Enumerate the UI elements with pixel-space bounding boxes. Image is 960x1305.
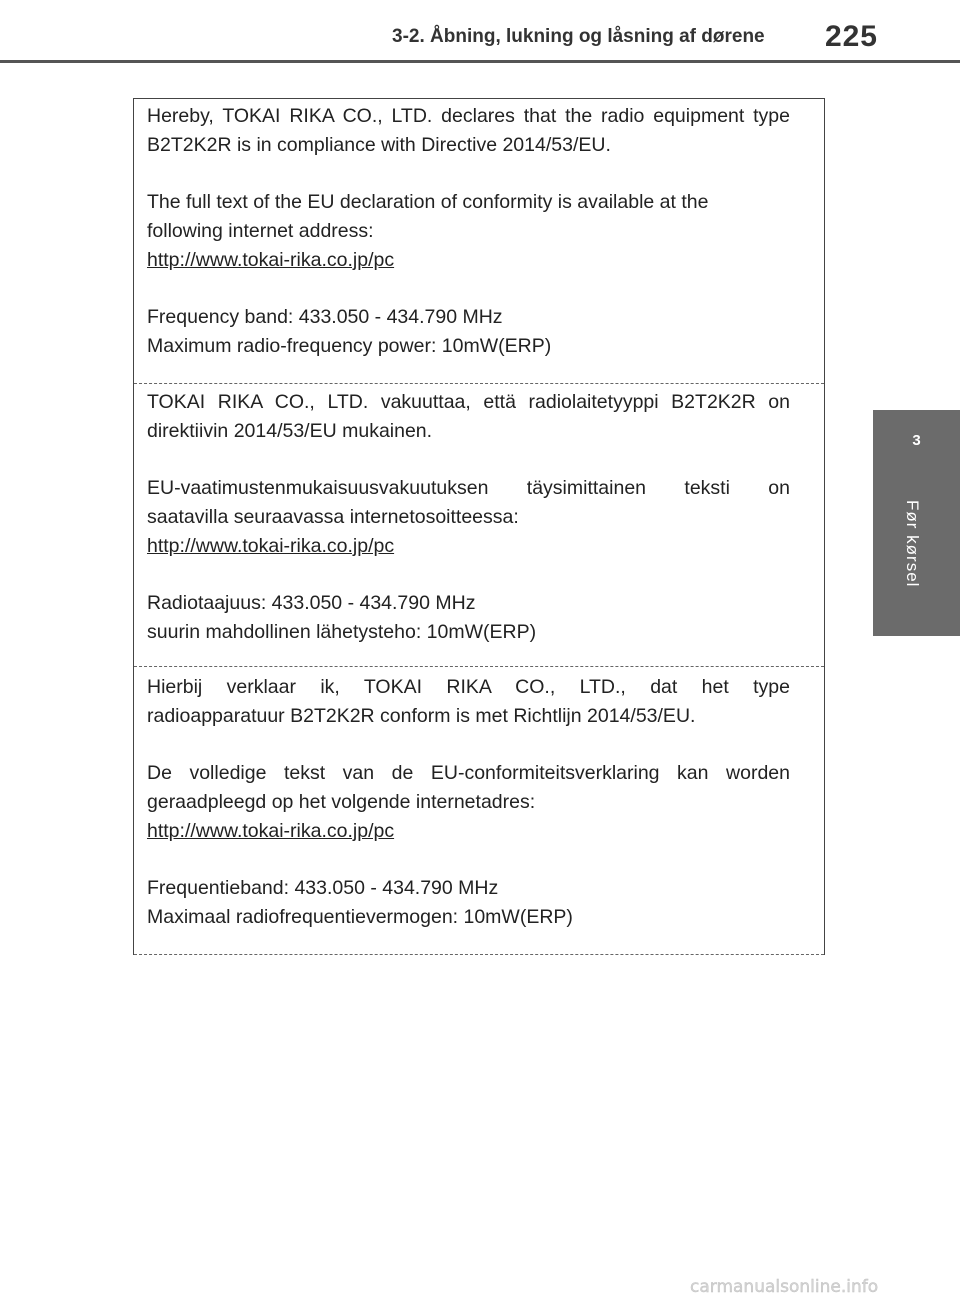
declaration-url-link[interactable]: http://www.tokai-rika.co.jp/pc (147, 535, 395, 557)
svg-text:carmanualsonline.info: carmanualsonline.info (690, 1277, 879, 1297)
chapter-number: 3 (912, 432, 921, 449)
availability-line: saatavilla seuraavassa internetosoitteessa: (147, 506, 519, 528)
frequency-band: Radiotaajuus: 433.050 - 434.790 MHz (147, 592, 476, 614)
chapter-tab[interactable] (873, 410, 960, 636)
availability-line: geraadpleegd op het volgende internetadres: (147, 791, 536, 813)
page-number: 225 (824, 20, 878, 53)
max-power: suurin mahdollinen lähetysteho: 10mW(ERP) (147, 621, 537, 643)
declaration-section-en (134, 102, 824, 361)
panel-top-border (134, 98, 824, 99)
declaration-line: Hereby, TOKAI RIKA CO., LTD. declares that the radio equipment type (147, 105, 790, 127)
section-title: 3-2. Åbning, lukning og låsning af dørene (392, 26, 765, 47)
declaration-section-nl (134, 673, 824, 932)
chapter-label: Før kørsel (903, 500, 922, 588)
declaration-url-link[interactable]: http://www.tokai-rika.co.jp/pc (147, 820, 395, 842)
declaration-url-link[interactable]: http://www.tokai-rika.co.jp/pc (147, 249, 395, 271)
frequency-band: Frequency band: 433.050 - 434.790 MHz (147, 306, 503, 328)
header-divider (0, 60, 960, 63)
declaration-line: Hierbij verklaar ik, TOKAI RIKA CO., LTD., dat het type (147, 676, 790, 698)
frequency-band: Frequentieband: 433.050 - 434.790 MHz (147, 877, 499, 899)
declaration-line: TOKAI RIKA CO., LTD. vakuuttaa, että radiolaitetyyppi B2T2K2R on (147, 391, 790, 413)
declaration-line: B2T2K2R is in compliance with Directive 2014/53/EU. (147, 134, 611, 156)
section-divider (134, 666, 824, 667)
declaration-line: direktiivin 2014/53/EU mukainen. (147, 420, 433, 442)
availability-line: following internet address: (147, 220, 374, 242)
availability-line: De volledige tekst van de EU-conformiteitsverklaring kan worden (147, 762, 790, 784)
availability-line: The full text of the EU declaration of conformity is available at the (147, 191, 709, 213)
declaration-panel (133, 98, 825, 955)
declaration-line: radioapparatuur B2T2K2R conform is met Richtlijn 2014/53/EU. (147, 705, 696, 727)
watermark-logo (690, 1274, 950, 1298)
section-divider (134, 383, 824, 384)
declaration-section-fi (134, 388, 824, 647)
availability-line: EU-vaatimustenmukaisuusvakuutuksen täysimittainen teksti on (147, 477, 790, 499)
section-divider (134, 954, 824, 955)
max-power: Maximaal radiofrequentievermogen: 10mW(ERP) (147, 906, 573, 928)
max-power: Maximum radio-frequency power: 10mW(ERP) (147, 335, 552, 357)
